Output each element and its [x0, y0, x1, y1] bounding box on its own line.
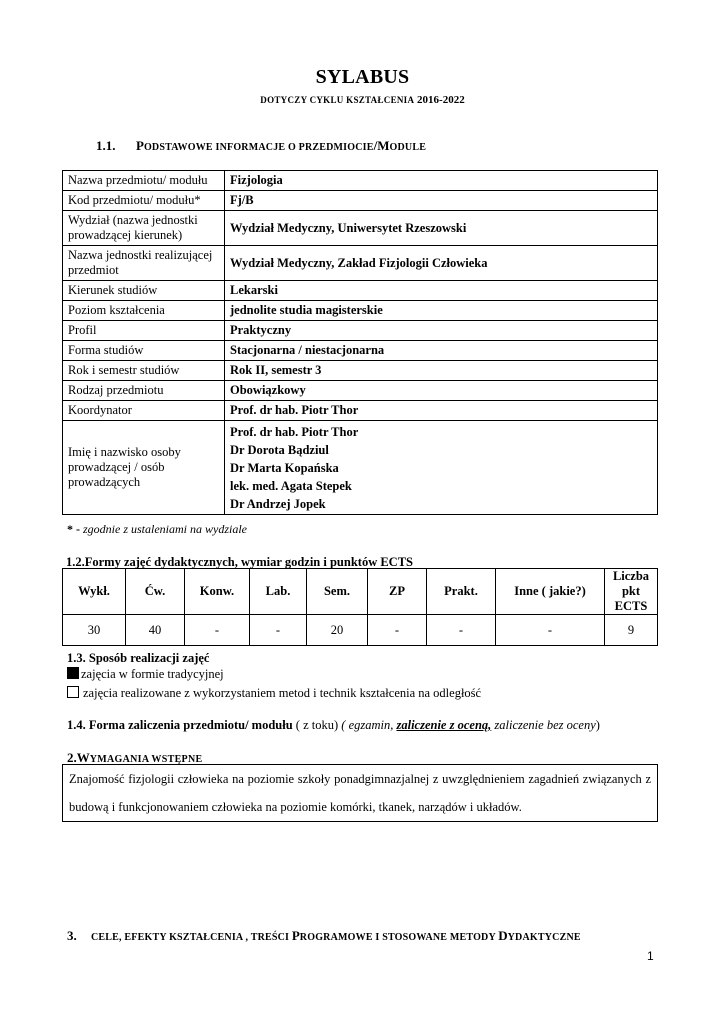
info-row	[63, 401, 658, 421]
footnote-text: zgodnie z ustaleniami na wydziale	[80, 522, 247, 536]
info-label: Nazwa jednostki realizującej przedmiot	[63, 246, 225, 281]
footnote-mark: * -	[67, 522, 80, 536]
section-1-2-heading: 1.2.Formy zajęć dydaktycznych, wymiar godzin i punktów ECTS	[66, 555, 414, 569]
info-value: Rok II, semestr 3	[225, 361, 658, 381]
teachers-list	[225, 421, 658, 515]
info-value: Wydział Medyczny, Zakład Fizjologii Człowieka	[225, 246, 658, 281]
page-number: 1	[647, 949, 654, 963]
course-info-table	[62, 170, 658, 515]
info-row	[63, 281, 658, 301]
info-row	[63, 211, 658, 246]
form-header: Inne ( jakie?)	[496, 569, 605, 615]
info-label: Kierunek studiów	[63, 281, 225, 301]
section-1-4-heading	[67, 718, 600, 733]
teacher-name: lek. med. Agata Stepek	[230, 479, 352, 493]
form-header: Wykł.	[63, 569, 126, 615]
info-value: jednolite studia magisterskie	[225, 301, 658, 321]
info-row	[63, 171, 658, 191]
form-header: Prakt.	[427, 569, 496, 615]
section-2-title: YMAGANIA WSTĘPNE	[89, 754, 203, 765]
form-header: Ćw.	[126, 569, 185, 615]
form-value: -	[496, 615, 605, 646]
section-1-4-title: 1.4. Forma zaliczenia przedmiotu/ modułu	[67, 718, 293, 732]
checked-box-icon	[67, 667, 79, 679]
info-row	[63, 191, 658, 211]
section-1-1-title: ODSTAWOWE INFORMACJE O PRZEDMIOCIE	[143, 142, 374, 153]
teacher-name: Dr Marta Kopańska	[230, 461, 339, 475]
section-3-part3: YDAKTYCZNE	[507, 932, 581, 943]
subtitle-prefix: DOTYCZY CYKLU KSZTAŁCENIA	[260, 95, 415, 105]
form-header: Konw.	[185, 569, 250, 615]
unchecked-box-icon	[67, 686, 79, 698]
document-subtitle	[0, 94, 725, 106]
section-1-1-sep: /M	[373, 138, 390, 153]
document-title: SYLABUS	[315, 66, 410, 88]
teacher-name: Prof. dr hab. Piotr Thor	[230, 425, 359, 439]
info-label: Forma studiów	[63, 341, 225, 361]
form-value: 30	[63, 615, 126, 646]
section-3-heading	[67, 928, 581, 944]
prerequisites-box	[62, 764, 658, 822]
info-value: Prof. dr hab. Piotr Thor	[225, 401, 658, 421]
cycle-years: 2016-2022	[417, 94, 465, 106]
footnote	[67, 522, 247, 537]
info-value: Fizjologia	[225, 171, 658, 191]
teachers-label: Imię i nazwisko osoby prowadzącej / osób prowadzących	[63, 421, 225, 515]
teacher-name: Dr Andrzej Jopek	[230, 497, 326, 511]
teachers-row	[63, 421, 658, 515]
info-row	[63, 246, 658, 281]
section-1-4-plain: ( z toku)	[292, 718, 342, 732]
info-row	[63, 321, 658, 341]
info-value: Stacjonarna / niestacjonarna	[225, 341, 658, 361]
info-value: Lekarski	[225, 281, 658, 301]
info-label: Rodzaj przedmiotu	[63, 381, 225, 401]
form-value: 9	[605, 615, 658, 646]
form-value: -	[185, 615, 250, 646]
form-header: Liczba pkt ECTS	[605, 569, 658, 615]
info-value: Fj/B	[225, 191, 658, 211]
info-label: Profil	[63, 321, 225, 341]
info-label: Poziom kształcenia	[63, 301, 225, 321]
option-traditional[interactable]	[67, 667, 224, 682]
info-value: Praktyczny	[225, 321, 658, 341]
teaching-forms-table	[62, 568, 658, 646]
info-value: Obowiązkowy	[225, 381, 658, 401]
info-row	[63, 381, 658, 401]
section-3-part2: ROGRAMOWE I STOSOWANE METODY	[299, 932, 499, 943]
section-1-4-option-b: zaliczenie bez oceny	[491, 718, 596, 732]
section-3-number: 3.	[67, 928, 77, 943]
option-traditional-label: zajęcia w formie tradycyjnej	[81, 667, 224, 681]
section-3-initial-p: P	[291, 928, 300, 943]
section-3-part1: CELE, EFEKTY KSZTAŁCENIA , TREŚCI	[91, 932, 292, 943]
form-value: -	[250, 615, 307, 646]
form-header: Lab.	[250, 569, 307, 615]
option-remote[interactable]	[67, 686, 481, 701]
section-1-4-option-a: ( egzamin,	[341, 718, 397, 732]
info-value: Wydział Medyczny, Uniwersytet Rzeszowski	[225, 211, 658, 246]
prerequisites-text: Znajomość fizjologii człowieka na poziomie szkoły ponadgimnazjalnej z uwzględnieniem zagadnień związanych z budową i funkcjonowaniem człowieka na poziomie komórki, tkanek, narządów i układów.	[63, 765, 658, 822]
info-label: Rok i semestr studiów	[63, 361, 225, 381]
option-remote-label: zajęcia realizowane z wykorzystaniem metod i technik kształcenia na odległość	[83, 686, 482, 700]
teacher-name: Dr Dorota Bądziul	[230, 443, 329, 457]
section-1-1-initial: P	[136, 138, 144, 153]
section-1-4-close: )	[595, 718, 600, 732]
info-row	[63, 301, 658, 321]
info-label: Kod przedmiotu/ modułu*	[63, 191, 225, 211]
section-1-3-heading: 1.3. Sposób realizacji zajęć	[67, 651, 210, 665]
section-2-prefix: 2.W	[67, 750, 90, 765]
info-row	[63, 361, 658, 381]
info-label: Wydział (nazwa jednostki prowadzącej kierunek)	[63, 211, 225, 246]
section-1-1-title2: ODULE	[389, 142, 427, 153]
form-header: ZP	[368, 569, 427, 615]
form-value: 20	[307, 615, 368, 646]
form-value: -	[427, 615, 496, 646]
form-header: Sem.	[307, 569, 368, 615]
section-1-1-number: 1.1.	[96, 138, 116, 153]
section-1-1-heading	[96, 138, 426, 154]
form-value: -	[368, 615, 427, 646]
info-label: Nazwa przedmiotu/ modułu	[63, 171, 225, 191]
section-3-initial-d: D	[498, 928, 508, 943]
info-row	[63, 341, 658, 361]
info-label: Koordynator	[63, 401, 225, 421]
section-1-4-selected: zaliczenie z oceną,	[396, 718, 492, 732]
form-value: 40	[126, 615, 185, 646]
